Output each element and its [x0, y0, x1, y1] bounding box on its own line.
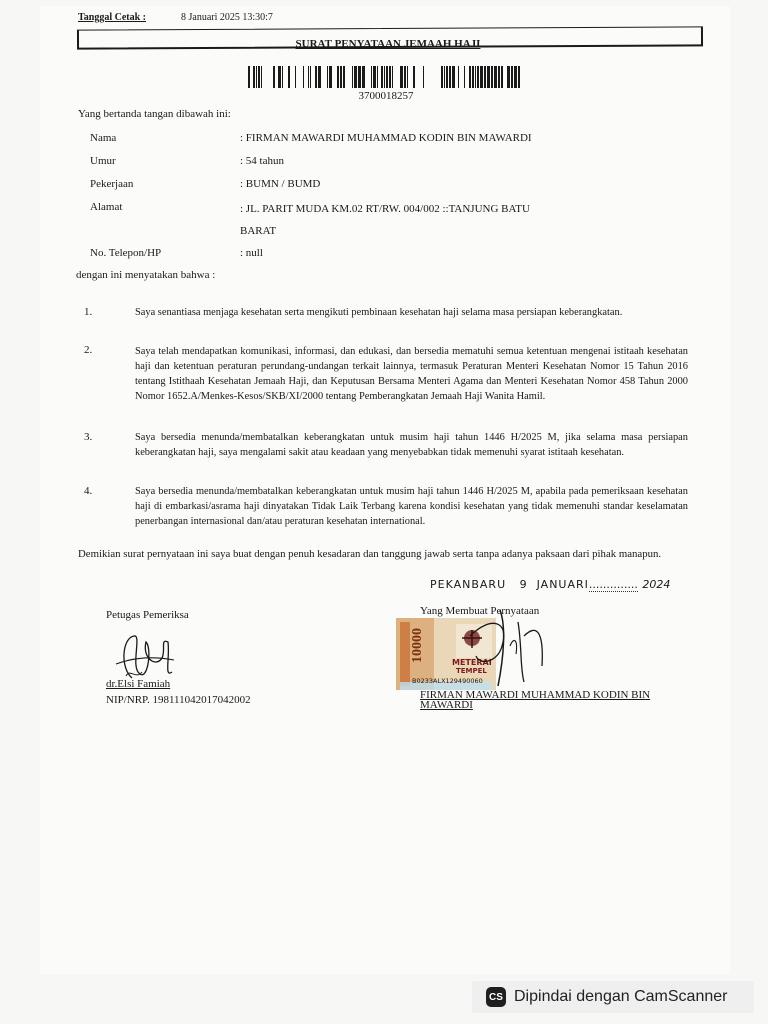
barcode-bar — [407, 66, 408, 88]
barcode-bar — [278, 66, 281, 88]
barcode-bar — [475, 66, 476, 88]
barcode-bar — [354, 66, 357, 88]
barcode-bar — [413, 66, 415, 88]
barcode-bar — [469, 66, 471, 88]
item-text: Saya telah mendapatkan komunikasi, informasi, dan edukasi, dan bersedia mematuhi semua ketentuan mengenai istitaah kesehatan haji dan ketentuan peraturan perundang-undangan terkait lainnya, termasuk Peraturan Menteri Kesehatan Nomor 15 Tahun 2016 tentang Istithaah Kesehatan Jemaah Haji, dan Keputusan Bersama Menteri Agama dan Menteri Kesehatan Nomor 458 Tahun 2000 Nomor 1652.A/Menkes-Kesos/SKB/XI/2000 tentang Pemberangkatan Jemaah Haji Wanita Hamil. — [135, 346, 688, 402]
barcode-bar — [377, 66, 378, 88]
stamp-serial: B0233ALX129490060 — [412, 677, 483, 685]
item-number: 1. — [84, 306, 93, 318]
barcode-bar — [404, 66, 406, 88]
field-label-name: Nama — [90, 132, 117, 144]
barcode-bar — [310, 66, 311, 88]
barcode-bar — [484, 66, 486, 88]
field-value-address: : JL. PARIT MUDA KM.02 RT/RW. 004/002 ::TANJUNG BATU BARAT — [240, 203, 530, 237]
barcode-bar — [315, 66, 317, 88]
item-text: Saya bersedia menunda/membatalkan keberangkatan untuk musim haji tahun 1446 H/2025 M, apabila pada pemeriksaan kesehatan haji di embarkasi/asrama haji dinyatakan Tidak Laik Terbang karena kondisi kesehatan yang tidak memenuhi standar keselamatan penerbangan internasional dan/atau peraturan kesehatan international. — [135, 486, 688, 527]
maker-signature — [440, 606, 560, 692]
barcode-bar — [358, 66, 361, 88]
barcode-bar — [464, 66, 465, 88]
item-number: 3. — [84, 431, 93, 443]
barcode-bar — [258, 66, 260, 88]
barcode-bar — [446, 66, 448, 88]
barcode-bar — [340, 66, 342, 88]
intro-text: Yang bertanda tangan dibawah ini: — [78, 108, 231, 120]
date-day: 9 — [519, 578, 528, 591]
field-label-phone: No. Telepon/HP — [90, 247, 162, 259]
scanner-watermark — [472, 981, 754, 1013]
barcode-number: 3700018257 — [358, 90, 414, 102]
barcode-bar — [480, 66, 483, 88]
barcode-bar — [392, 66, 393, 88]
field-value-occupation: : BUMN / BUMD — [240, 178, 321, 190]
barcode-bar — [400, 66, 403, 88]
barcode-bar — [327, 66, 328, 88]
place-date: PEKANBARU 9 JANUARI.............. 2024 — [430, 578, 671, 591]
barcode-bar — [441, 66, 443, 88]
barcode-bar — [498, 66, 500, 88]
barcode-bar — [386, 66, 388, 88]
date-year: 2024 — [642, 578, 671, 591]
barcode-bar — [373, 66, 376, 88]
print-date — [78, 12, 273, 23]
barcode-bar — [261, 66, 262, 88]
barcode-bar — [329, 66, 332, 88]
barcode-bar — [458, 66, 459, 88]
barcode-bar — [362, 66, 365, 88]
field-value-phone: : null — [240, 247, 263, 259]
officer-signature — [112, 628, 178, 684]
field-label-age: Umur — [90, 155, 116, 167]
field-value-age: : 54 tahun — [240, 155, 284, 167]
barcode-bar — [501, 66, 503, 88]
field-value-name: : FIRMAN MAWARDI MUHAMMAD KODIN BIN MAWARDI — [240, 132, 532, 144]
stamp-value: 10000 — [410, 628, 425, 663]
statement-lead: dengan ini menyatakan bahwa : — [76, 269, 216, 281]
print-date-value: 8 Januari 2025 13:30:7 — [181, 12, 273, 23]
barcode-bar — [518, 66, 520, 88]
barcode-bar — [514, 66, 517, 88]
barcode-bar — [449, 66, 451, 88]
field-label-address: Alamat — [90, 201, 123, 213]
barcode-bar — [343, 66, 345, 88]
stamp-title: METERAI — [452, 658, 492, 667]
barcode-bar — [511, 66, 513, 88]
barcode-bar — [477, 66, 479, 88]
barcode-bar — [256, 66, 257, 88]
barcode-bar — [423, 66, 424, 88]
officer-name: dr.Elsi Famiah — [106, 678, 171, 690]
barcode-bar — [308, 66, 309, 88]
field-label-occupation: Pekerjaan — [90, 178, 134, 190]
barcode-bar — [288, 66, 290, 88]
place-name: PEKANBARU — [430, 578, 507, 591]
barcode-bar — [384, 66, 385, 88]
barcode-bar — [318, 66, 321, 88]
closing-statement: Demikian surat pernyataan ini saya buat dengan penuh kesadaran dan tanggung jawab serta tanpa adanya paksaan dari pihak manapun. — [78, 548, 662, 560]
barcode-bar — [507, 66, 510, 88]
barcode — [248, 66, 522, 88]
barcode-bar — [452, 66, 455, 88]
barcode-bar — [273, 66, 275, 88]
barcode-bar — [494, 66, 497, 88]
barcode-bar — [248, 66, 250, 88]
barcode-bar — [337, 66, 339, 88]
item-text: Saya bersedia menunda/membatalkan keberangkatan untuk musim haji tahun 1446 H/2025 M, jika selama masa persiapan keberangkatan haji, saya mengalami sakit atau keadaan yang menyebabkan tidak memenuhi syarat istitaah kesehatan. — [135, 432, 688, 458]
barcode-bar — [491, 66, 493, 88]
date-month: JANUARI — [536, 578, 589, 591]
barcode-bar — [381, 66, 383, 88]
scanner-text: Dipindai dengan CamScanner — [514, 988, 728, 1005]
print-date-label: Tanggal Cetak : — [78, 12, 146, 23]
barcode-bar — [295, 66, 296, 88]
barcode-bar — [352, 66, 353, 88]
barcode-bar — [472, 66, 474, 88]
barcode-bar — [282, 66, 283, 88]
barcode-bar — [444, 66, 445, 88]
maker-name: FIRMAN MAWARDI MUHAMMAD KODIN BIN MAWARDI — [420, 689, 651, 711]
officer-id: NIP/NRP. 198111042017042002 — [106, 694, 251, 706]
barcode-bar — [303, 66, 304, 88]
barcode-bar — [371, 66, 372, 88]
item-text: Saya senantiasa menjaga kesehatan serta mengikuti pembinaan kesehatan haji selama masa persiapan keberangkatan. — [135, 307, 623, 318]
item-number: 2. — [84, 344, 93, 356]
barcode-bar — [487, 66, 490, 88]
document-title: SURAT PENYATAAN JEMAAH HAJI — [295, 38, 481, 50]
barcode-bar — [253, 66, 255, 88]
item-number: 4. — [84, 485, 93, 497]
stamp-subtitle: TEMPEL — [456, 667, 487, 675]
maker-label: Yang Membuat Pernyataan — [420, 605, 540, 617]
officer-label: Petugas Pemeriksa — [106, 609, 189, 621]
camscanner-icon: CS — [486, 987, 506, 1007]
barcode-bar — [389, 66, 391, 88]
